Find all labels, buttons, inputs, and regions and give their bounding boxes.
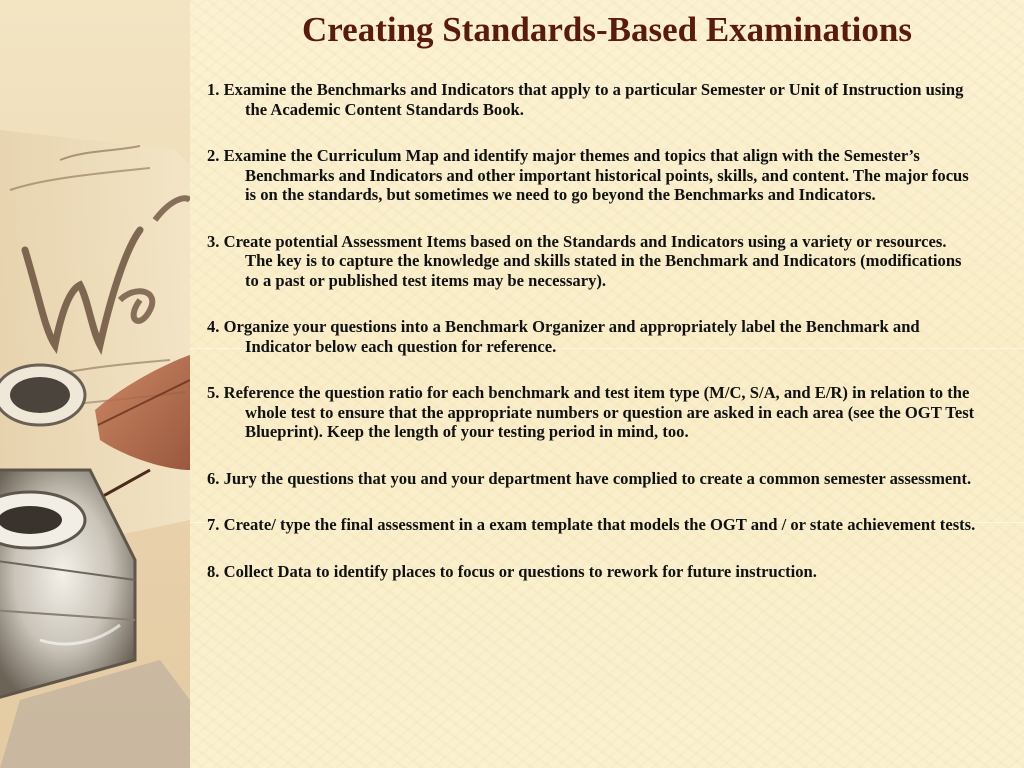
slide-title: Creating Standards-Based Examinations <box>301 10 912 49</box>
list-item: 5. Reference the question ratio for each benchmark and test item type (M/C, S/A, and E/R) in relation to the whole test to ensure that the appropriate numbers or question are asked in each area (see the OGT Test Blueprint). Keep the length of your testing period in mind, too. <box>207 383 975 441</box>
list-item: 4. Organize your questions into a Benchmark Organizer and appropriately label the Benchmark and Indicator below each question for reference. <box>207 317 920 356</box>
list-item: 3. Create potential Assessment Items based on the Standards and Indicators using a variety or resources. The key is to capture the knowledge and skills stated in the Benchmark and Indicators (modifications to a past or published test items may be necessary). <box>207 231 962 290</box>
steps-list <box>207 80 977 608</box>
parchment-image <box>0 0 190 768</box>
list-item: 2. Examine the Curriculum Map and identify major themes and topics that align with the Semester’s Benchmarks and Indicators and other important historical points, skills, and content. The major focus is on the standards, but sometimes we need to go beyond the Benchmarks and Indicators. <box>207 146 969 204</box>
list-item: 6. Jury the questions that you and your department have complied to create a common semester assessment. <box>207 468 972 488</box>
decorative-side-artwork <box>0 0 190 768</box>
list-item: 8. Collect Data to identify places to focus or questions to rework for future instruction. <box>207 561 817 581</box>
list-item: 1. Examine the Benchmarks and Indicators that apply to a particular Semester or Unit of Instruction using the Academic Content Standards Book. <box>207 80 964 119</box>
list-item: 7. Create/ type the final assessment in a exam template that models the OGT and / or state achievement tests. <box>207 515 976 534</box>
